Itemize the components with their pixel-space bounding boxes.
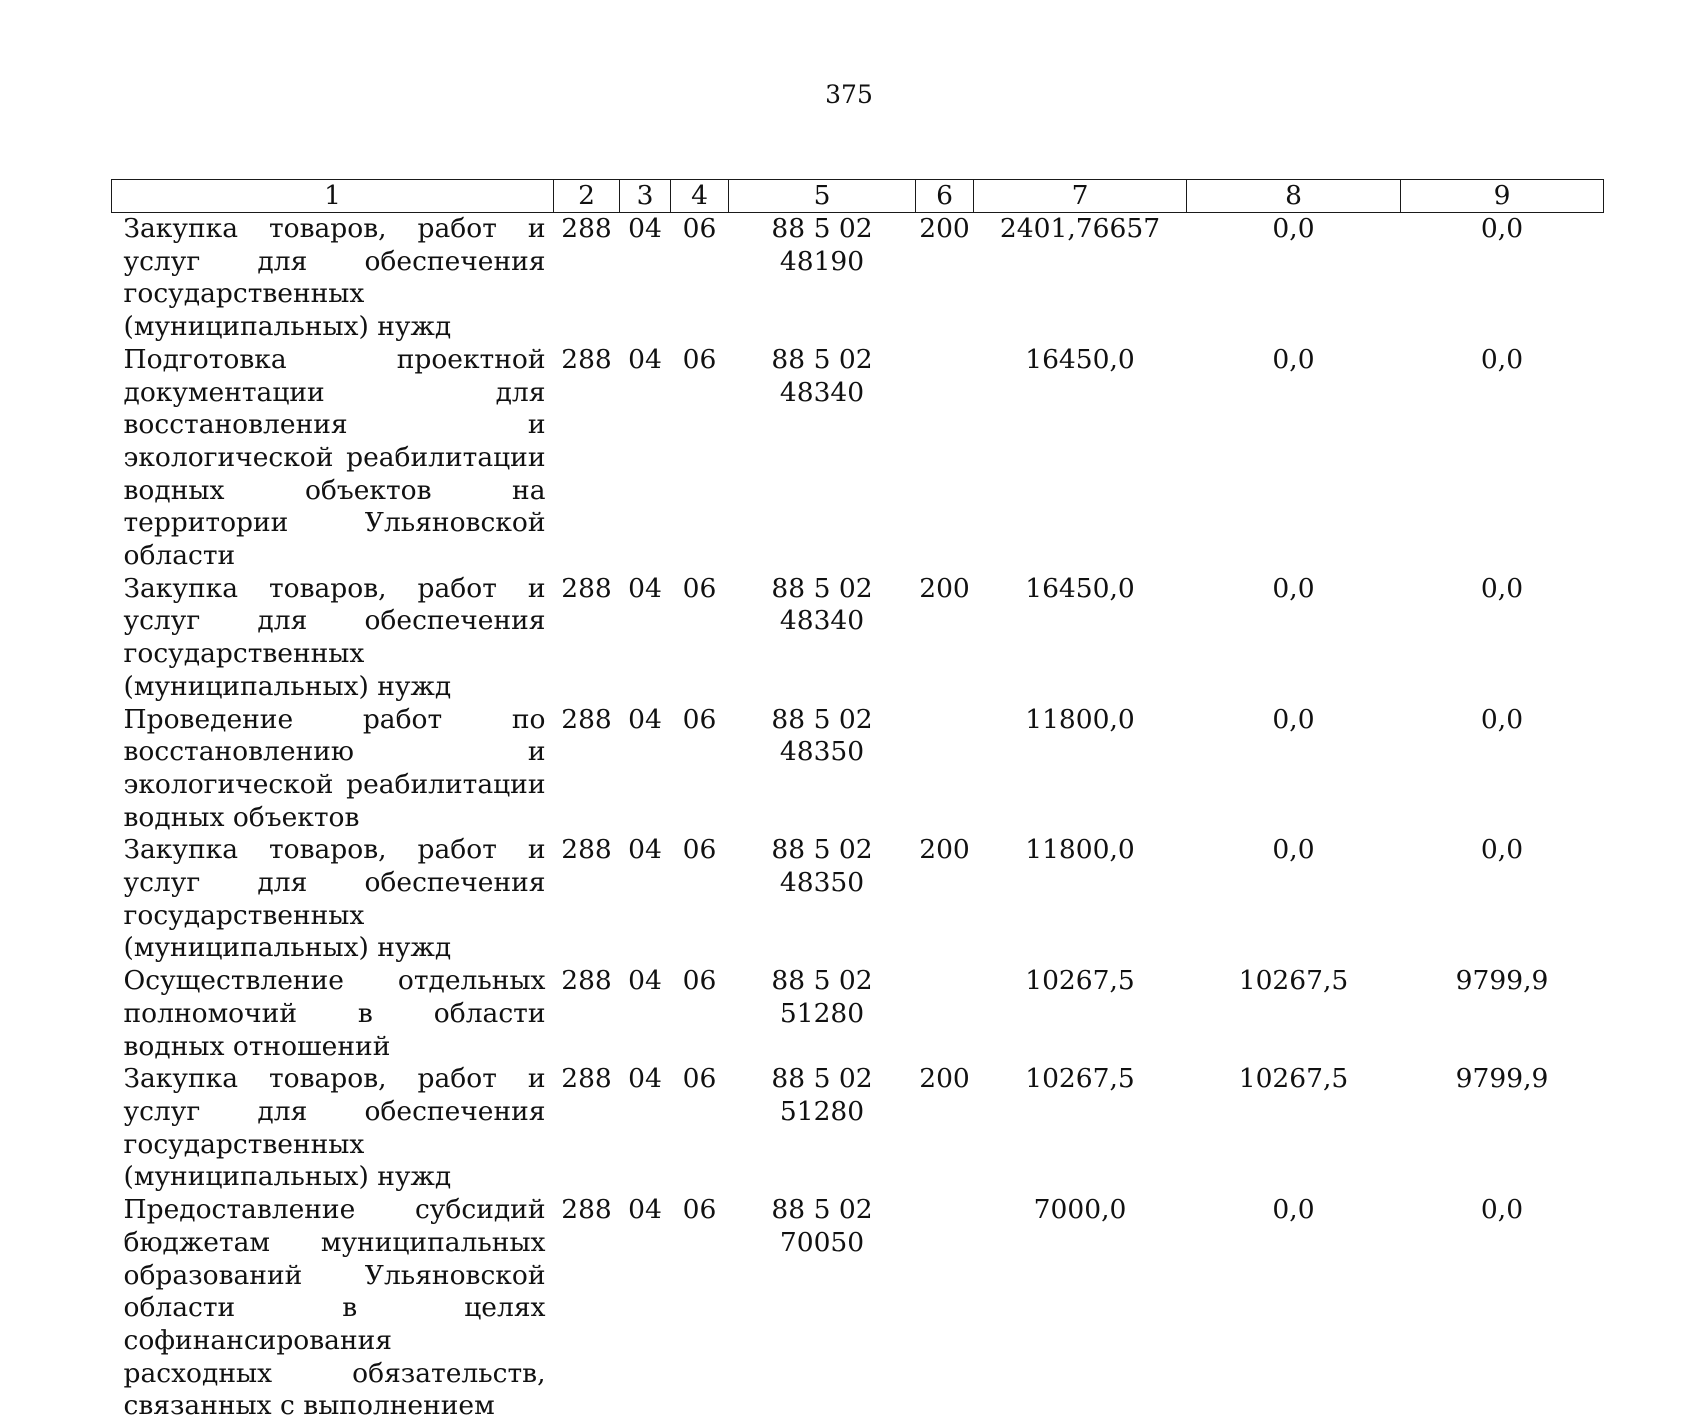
cell-col-5: 88 5 02 48340 xyxy=(729,344,916,573)
cell-col-7: 16450,0 xyxy=(974,573,1187,704)
cell-col-5: 88 5 02 48350 xyxy=(729,704,916,835)
row-description: Осуществление отдельных полномочий в области водных отношений xyxy=(112,965,554,1063)
column-header-1: 1 xyxy=(112,180,554,213)
cell-col-2: 288 xyxy=(554,1194,620,1423)
cell-col-4: 06 xyxy=(671,573,729,704)
row-description: Закупка товаров, работ и услуг для обеспечения государственных (муниципальных) нужд xyxy=(112,1063,554,1194)
cell-col-4: 06 xyxy=(671,344,729,573)
cell-col-2: 288 xyxy=(554,344,620,573)
cell-col-7: 7000,0 xyxy=(974,1194,1187,1423)
cell-col-5: 88 5 02 70050 xyxy=(729,1194,916,1423)
cell-col-6: 200 xyxy=(916,1063,974,1194)
cell-col-2: 288 xyxy=(554,834,620,965)
column-header-3: 3 xyxy=(620,180,671,213)
table-row xyxy=(112,704,1604,835)
column-header-4: 4 xyxy=(671,180,729,213)
cell-col-3: 04 xyxy=(620,1063,671,1194)
cell-col-2: 288 xyxy=(554,213,620,344)
cell-col-8: 0,0 xyxy=(1187,213,1401,344)
cell-col-2: 288 xyxy=(554,965,620,1063)
cell-col-8: 0,0 xyxy=(1187,344,1401,573)
cell-col-7: 16450,0 xyxy=(974,344,1187,573)
cell-col-6 xyxy=(916,344,974,573)
column-header-2: 2 xyxy=(554,180,620,213)
row-description: Закупка товаров, работ и услуг для обеспечения государственных (муниципальных) нужд xyxy=(112,573,554,704)
table-row xyxy=(112,573,1604,704)
row-description: Закупка товаров, работ и услуг для обеспечения государственных (муниципальных) нужд xyxy=(112,213,554,344)
row-description: Закупка товаров, работ и услуг для обеспечения государственных (муниципальных) нужд xyxy=(112,834,554,965)
cell-col-9: 0,0 xyxy=(1401,213,1604,344)
header-row xyxy=(112,180,1604,213)
cell-col-9: 9799,9 xyxy=(1401,965,1604,1063)
cell-col-3: 04 xyxy=(620,965,671,1063)
cell-col-3: 04 xyxy=(620,834,671,965)
column-header-8: 8 xyxy=(1187,180,1401,213)
cell-col-6: 200 xyxy=(916,213,974,344)
cell-col-7: 11800,0 xyxy=(974,704,1187,835)
table-row xyxy=(112,834,1604,965)
table-row xyxy=(112,213,1604,344)
cell-col-5: 88 5 02 48340 xyxy=(729,573,916,704)
cell-col-6 xyxy=(916,1194,974,1423)
page-number: 375 xyxy=(0,80,1698,109)
cell-col-3: 04 xyxy=(620,213,671,344)
cell-col-6: 200 xyxy=(916,834,974,965)
table-row xyxy=(112,344,1604,573)
column-header-9: 9 xyxy=(1401,180,1604,213)
cell-col-5: 88 5 02 48350 xyxy=(729,834,916,965)
budget-table-container xyxy=(111,179,1603,1423)
table-body xyxy=(112,213,1604,1423)
row-description: Предоставление субсидий бюджетам муниципальных образований Ульяновской области в целях софинансирования расходных обязательств, связанных с выполнением xyxy=(112,1194,554,1423)
cell-col-2: 288 xyxy=(554,1063,620,1194)
cell-col-8: 0,0 xyxy=(1187,704,1401,835)
cell-col-9: 0,0 xyxy=(1401,834,1604,965)
cell-col-3: 04 xyxy=(620,1194,671,1423)
cell-col-8: 0,0 xyxy=(1187,573,1401,704)
cell-col-4: 06 xyxy=(671,1194,729,1423)
cell-col-2: 288 xyxy=(554,573,620,704)
column-header-7: 7 xyxy=(974,180,1187,213)
cell-col-9: 0,0 xyxy=(1401,344,1604,573)
cell-col-9: 0,0 xyxy=(1401,1194,1604,1423)
cell-col-6 xyxy=(916,704,974,835)
table-row xyxy=(112,1194,1604,1423)
cell-col-4: 06 xyxy=(671,213,729,344)
cell-col-4: 06 xyxy=(671,965,729,1063)
cell-col-7: 11800,0 xyxy=(974,834,1187,965)
cell-col-9: 0,0 xyxy=(1401,573,1604,704)
cell-col-2: 288 xyxy=(554,704,620,835)
cell-col-8: 10267,5 xyxy=(1187,965,1401,1063)
cell-col-3: 04 xyxy=(620,344,671,573)
row-description: Подготовка проектной документации для восстановления и экологической реабилитации водных объектов на территории Ульяновской области xyxy=(112,344,554,573)
cell-col-3: 04 xyxy=(620,704,671,835)
row-description: Проведение работ по восстановлению и экологической реабилитации водных объектов xyxy=(112,704,554,835)
cell-col-4: 06 xyxy=(671,834,729,965)
cell-col-9: 9799,9 xyxy=(1401,1063,1604,1194)
cell-col-7: 10267,5 xyxy=(974,965,1187,1063)
column-header-6: 6 xyxy=(916,180,974,213)
cell-col-6: 200 xyxy=(916,573,974,704)
column-header-5: 5 xyxy=(729,180,916,213)
cell-col-5: 88 5 02 48190 xyxy=(729,213,916,344)
cell-col-4: 06 xyxy=(671,1063,729,1194)
table-row xyxy=(112,1063,1604,1194)
cell-col-9: 0,0 xyxy=(1401,704,1604,835)
cell-col-8: 0,0 xyxy=(1187,1194,1401,1423)
cell-col-8: 0,0 xyxy=(1187,834,1401,965)
cell-col-5: 88 5 02 51280 xyxy=(729,965,916,1063)
cell-col-4: 06 xyxy=(671,704,729,835)
budget-table xyxy=(111,179,1604,1423)
cell-col-8: 10267,5 xyxy=(1187,1063,1401,1194)
cell-col-3: 04 xyxy=(620,573,671,704)
table-header xyxy=(112,180,1604,213)
cell-col-7: 10267,5 xyxy=(974,1063,1187,1194)
cell-col-6 xyxy=(916,965,974,1063)
cell-col-5: 88 5 02 51280 xyxy=(729,1063,916,1194)
table-row xyxy=(112,965,1604,1063)
cell-col-7: 2401,76657 xyxy=(974,213,1187,344)
